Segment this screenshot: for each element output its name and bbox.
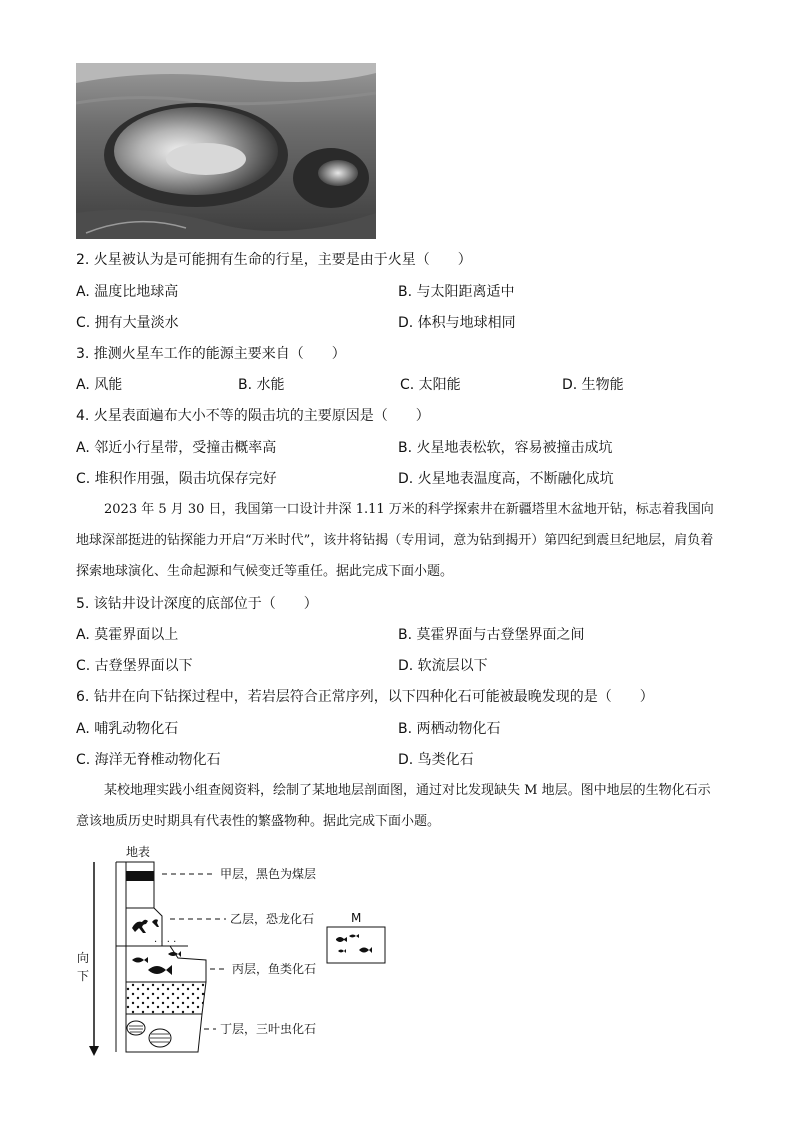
label-layer-jia: 甲层，黑色为煤层 [220, 867, 317, 881]
m-layer-box [327, 927, 385, 963]
q6-option-d[interactable]: D. 鸟类化石 [398, 752, 474, 768]
q3-option-a[interactable]: A. 风能 [76, 377, 123, 393]
q2-option-c[interactable]: C. 拥有大量淡水 [76, 315, 179, 331]
q6-option-a[interactable]: A. 哺乳动物化石 [76, 721, 179, 737]
q5-stem: 5. 该钻井设计深度的底部位于（ ） [76, 596, 318, 612]
crater-photo [76, 63, 376, 239]
coal-seam [126, 871, 154, 881]
layer-sandstone [126, 982, 206, 1014]
label-layer-ding: 丁层，三叶虫化石 [220, 1022, 317, 1036]
q6-option-b[interactable]: B. 两栖动物化石 [398, 721, 501, 737]
down-label-1: 向 [77, 951, 90, 965]
crater-photo-image [76, 63, 376, 239]
q3-stem: 3. 推测火星车工作的能源主要来自（ ） [76, 346, 346, 362]
q4-stem: 4. 火星表面遍布大小不等的陨击坑的主要原因是（ ） [76, 408, 430, 424]
q3-option-c[interactable]: C. 太阳能 [400, 377, 461, 393]
q6-option-c[interactable]: C. 海洋无脊椎动物化石 [76, 752, 221, 768]
q2-stem: 2. 火星被认为是可能拥有生命的行星，主要是由于火星（ ） [76, 252, 472, 268]
q4-option-b[interactable]: B. 火星地表松软，容易被撞击成坑 [398, 440, 613, 456]
arrow-down-icon [89, 1046, 99, 1056]
q2-option-b[interactable]: B. 与太阳距离适中 [398, 284, 515, 300]
q3-option-d[interactable]: D. 生物能 [562, 377, 624, 393]
down-label-2: 下 [77, 969, 90, 983]
layer-bing [126, 946, 206, 982]
q5-option-b[interactable]: B. 莫霍界面与古登堡界面之间 [398, 627, 585, 643]
q5-option-d[interactable]: D. 软流层以下 [398, 658, 488, 674]
passage-drilling: 2023 年 5 月 30 日，我国第一口设计井深 1.11 万米的科学探索井在新疆塔里木盆地开钻，标志着我国向地球深部挺进的钻探能力开启“万米时代”，该井将钻揭（专用词，意为钻到揭开）第四纪到震旦纪地层，肩负着探索地球演化、生命起源和气候变迁等重任。据此完成下面小题。 [76, 502, 714, 579]
strata-diagram [70, 838, 430, 1068]
surface-label: 地表 [126, 845, 151, 859]
missing-layer-dots: . . . . [154, 934, 177, 945]
q5-option-c[interactable]: C. 古登堡界面以下 [76, 658, 193, 674]
q4-option-a[interactable]: A. 邻近小行星带，受撞击概率高 [76, 440, 277, 456]
label-layer-bing: 丙层，鱼类化石 [232, 962, 317, 976]
q2-option-a[interactable]: A. 温度比地球高 [76, 284, 179, 300]
q3-option-b[interactable]: B. 水能 [238, 377, 285, 393]
q2-option-d[interactable]: D. 体积与地球相同 [398, 315, 516, 331]
strata-diagram-svg [70, 838, 430, 1068]
q4-option-d[interactable]: D. 火星地表温度高，不断融化成坑 [398, 471, 614, 487]
label-layer-yi: 乙层，恐龙化石 [230, 912, 315, 926]
trilobite-fossil-icon-1 [127, 1021, 145, 1035]
q6-stem: 6. 钻井在向下钻探过程中，若岩层符合正常序列，以下四种化石可能被最晚发现的是（ ） [76, 689, 654, 705]
m-label: M [351, 911, 362, 925]
q5-option-a[interactable]: A. 莫霍界面以上 [76, 627, 179, 643]
trilobite-fossil-icon-2 [149, 1029, 171, 1047]
layer-jia [126, 862, 154, 908]
q4-option-c[interactable]: C. 堆积作用强，陨击坑保存完好 [76, 471, 277, 487]
passage-strata: 某校地理实践小组查阅资料，绘制了某地地层剖面图，通过对比发现缺失 M 地层。图中地层的生物化石示意该地质历史时期具有代表性的繁盛物种。据此完成下面小题。 [76, 783, 711, 829]
